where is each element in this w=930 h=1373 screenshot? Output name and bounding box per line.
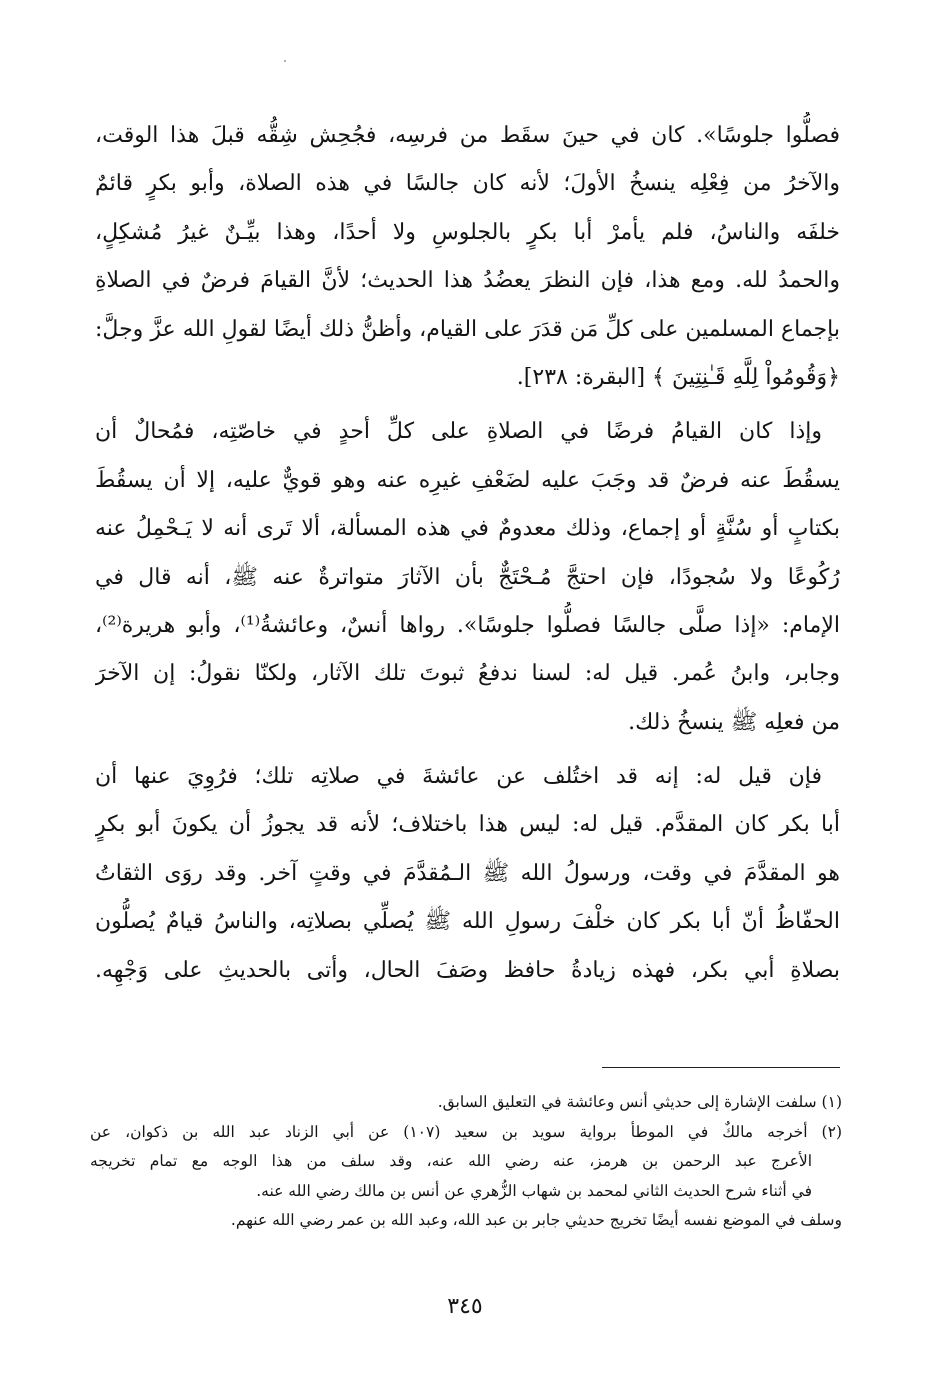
text-line: أبا بكر كان المقدَّم. قيل له: ليس هذا باختلاف؛ لأنه قد يجوزُ أن يكونَ أبو بكرٍ [95,812,840,838]
text-line: الإمام: «إذا صلَّى جالسًا فصلُّوا جلوسًا». رواها أنسٌ، وعائشةُ⁽¹⁾، وأبو هريرة⁽²⁾، [95,612,840,638]
text-line: وإذا كان القيامُ فرضًا في الصلاةِ على كلِّ أحدٍ في خاصّتِه، فمُحالٌ أن [95,419,822,445]
page-number: ٣٤٥ [447,1294,483,1319]
footnotes [90,1088,842,1236]
footnote-2-line: في أثناء شرح الحديث الثاني لمحمد بن شهاب الزُّهري عن أنس بن مالك رضي الله عنه. [256,1181,812,1200]
footnote-2-line: (٢) أخرجه مالكٌ في الموطأ برواية سويد بن سعيد (١٠٧) عن أبي الزناد عبد الله بن ذكوان، عن [90,1122,842,1141]
footnote-divider [602,1067,840,1068]
text-line: فصلُّوا جلوسًا». كان في حينَ سقَط من فرسِه، فجُحِش شِقُّه قبلَ هذا الوقت، [95,123,840,148]
scan-speck [284,60,286,62]
text-line: رُكُوعًا ولا سُجودًا، فإن احتجَّ مُـحْتَجٌّ بأن الآثارَ متواترةٌ عنه ﷺ، أنه قال في [95,564,840,590]
text-line: بصلاةِ أبي بكر، فهذه زيادةُ حافظ وصَفَ الحال، وأتى بالحديثِ على وَجْهِه. [95,957,840,983]
text-line: يسقُطَ عنه فرضٌ قد وجَبَ عليه لضَعْفِ غيرِه عنه وهو قويٌّ عليه، إلا أن يسقُطَ [95,467,840,493]
text-line: والآخرُ من فِعْلِه ينسخُ الأولَ؛ لأنه كان جالسًا في هذه الصلاة، وأبو بكرٍ قائمٌ [95,171,840,197]
text-line: الحفّاظُ أنّ أبا بكر كان خلْفَ رسولِ الله ﷺ يُصلِّي بصلاتِه، والناسُ قيامٌ يُصلُّون [95,909,840,935]
text-line: بإجماع المسلمين على كلِّ مَن قدَرَ على القيام، وأظنُّ ذلك أيضًا لقولِ الله عزَّ وجلَّ: [95,316,840,342]
quran-verse-line: ﴿وَقُومُواْ لِلَّهِ قَـٰنِتِينَ ﴾ [البقرة: ٢٣٨]. [516,364,840,390]
text-line: خلفَه والناسُ، فلم يأمرْ أبا بكرٍ بالجلوسِ ولا أحدًا، وهذا بيِّـنٌ غيرُ مُشكِلٍ، [95,219,840,245]
main-text [95,112,840,995]
footnote-2-line: وسلف في الموضع نفسه أيضًا تخريج حديثي جابر بن عبد الله، وعبد الله بن عمر رضي الله عنهم. [230,1211,842,1229]
text-line: وجابر، وابنُ عُمر. قيل له: لسنا ندفعُ ثبوتَ تلك الآثار، ولكنّا نقولُ: إن الآخرَ [95,661,840,687]
text-line: بكتابٍ أو سُنَّةٍ أو إجماع، وذلك معدومٌ في هذه المسألة، ألا تَرى أنه لا يَـحْمِلُ عنه [95,516,840,542]
text-line: فإن قيل له: إنه قد اختُلف عن عائشةَ في صلاتِه تلك؛ فرُوِيَ عنها أن [95,764,822,790]
text-line: هو المقدَّمَ في وقت، ورسولُ الله ﷺ الـمُقدَّمَ في وقتٍ آخر. وقد روَى الثقاتُ [95,860,840,886]
footnote-2-line: الأعرج عبد الرحمن بن هرمز، عنه رضي الله عنه، وقد سلف من هذا الوجه مع تمام تخريجه [90,1152,812,1170]
text-line: من فعلِه ﷺ ينسخُ ذلك. [628,709,840,735]
footnote-1: (١) سلفت الإشارة إلى حديثي أنس وعائشة في التعليق السابق. [437,1093,842,1111]
text-line: والحمدُ لله. ومع هذا، فإن النظرَ يعضُدُ هذا الحديث؛ لأنَّ القيامَ فرضٌ في الصلاةِ [95,268,840,294]
